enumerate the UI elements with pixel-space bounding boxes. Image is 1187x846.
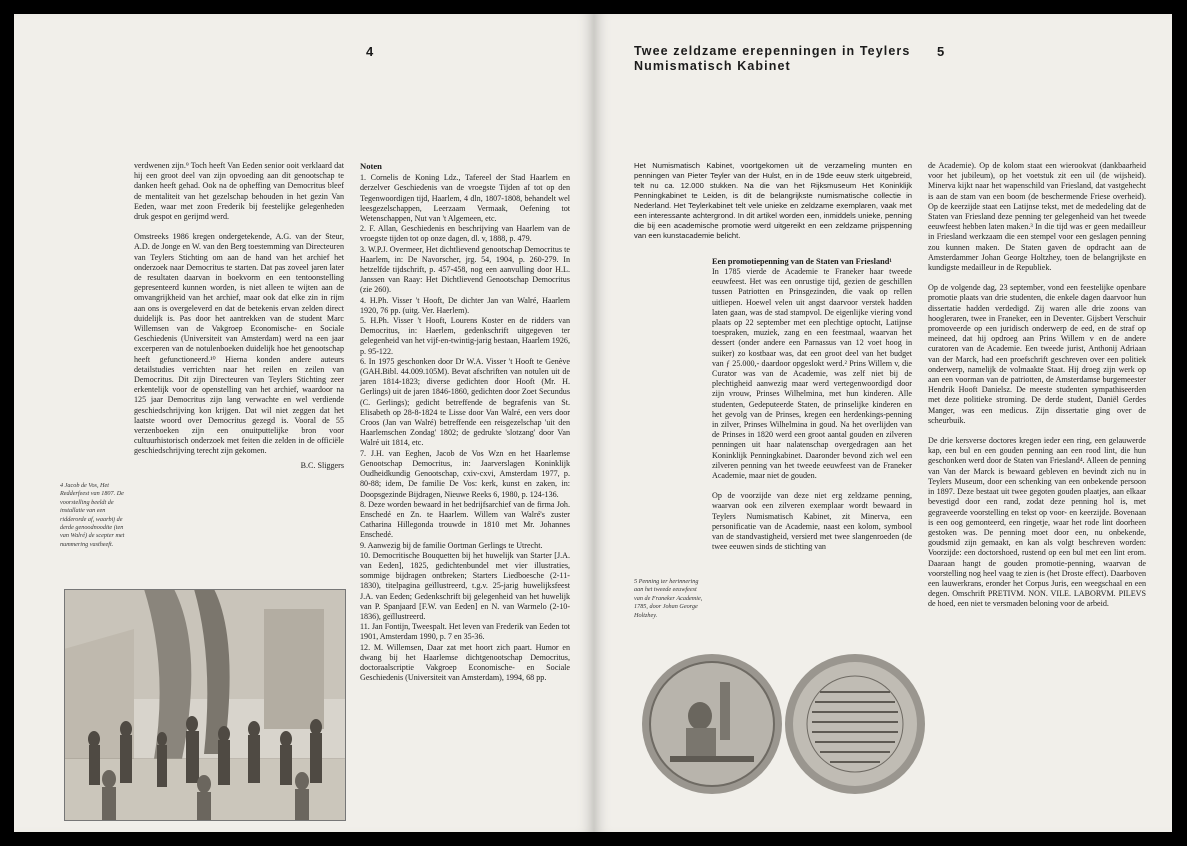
page-number-left: 4 — [366, 44, 374, 59]
note-item: 5. H.Ph. Visser 't Hooft, Lourens Koster en de ridders van Democritus, in: Haerlem, gedenkschrift uitgegeven ter gelegenheid van het vijf-en-twintig-jarig bestaan, Haarlem 1926, p. 95-122. — [360, 316, 570, 356]
note-item: 11. Jan Fontijn, Tweespalt. Het leven van Frederik van Eeden tot 1901, Amsterdam 1990, p. 7 en 35-36. — [360, 622, 570, 642]
note-item: 2. F. Allan, Geschiedenis en beschrijving van Haarlem van de vroegste tijden tot op onze dagen, dl. v, 1888, p. 479. — [360, 224, 570, 244]
page-number-right: 5 — [937, 44, 945, 59]
note-item: 4. H.Ph. Visser 't Hooft, De dichter Jan van Walré, Haarlem 1920, 76 pp. (uitg. Ver. Haerlem). — [360, 295, 570, 315]
note-item: 1. Cornelis de Koning Ldz., Tafereel der Stad Haarlem en derzelver Geschiedenis van de vroegste Tijden af tot op den Tegenwoordigen tijd, Haarlem, 4 dln, 1807-1808, behandelt wel leesgezelschappen, Leerzaam Vermaak, Oefening tot Wetenschappen, Nut van 't Algemeen, etc. — [360, 173, 570, 224]
note-item: 8. Deze worden bewaard in het bedrijfsarchief van de firma Joh. Enschedé en Zn. te Haarlem. Willem van Walré's zuster Catharina Hillegonda trouwde in 1810 met Mr. Johannes Enschedé. — [360, 499, 570, 540]
article-title-line-2: Numismatisch Kabinet — [634, 59, 791, 73]
section-paragraph: In 1785 vierde de Academie te Franeker haar tweede eeuwfeest. Het was een onrustige tijd, gezien de geschillen tussen Patriotten en Prinsgezinden, die vaak op rellen uitliepen. Hoewel velen uit angst daarvoor verstek hadden laten gaan, was de stad stampvol. De eigenlijke viering vond plaats op 22 september met een plechtige optocht, Latijnse toespraken, muziek, zang en een feestmaal, waarvan het dessert (onder andere een Parnassus van 12 voet hoog in suiker) zo kostbaar was, dat een groot deel van het budget van ƒ 25.000,- daardoor opgeslokt werd.² Prins Willem v, die Curator was van de Academie, was zelf niet bij de plechtigheid aanwezig maar werd vertegenwoordigd door zijn vrouw, Prinses Wilhelmina, met hun kinderen. Alle studenten, Gedeputeerde Staten, de prinselijke kinderen en het gevolg van de Prinses, kregen een herdenkings-penning in zilver, Prinses Wilhelmina in goud. Na het overlijden van de Prinses in 1820 werd een groot aantal gouden en zilveren penningen uit haar nalatenschap overgedragen aan het Koninklijk Penningkabinet. Daaronder bevond zich wel een zilveren penning van het tweede eeuwfeest van de Franeker Academie, maar niet de gouden. — [712, 267, 912, 481]
body-paragraph: Omstreeks 1986 kregen ondergetekende, A.G. van der Steur, A.D. de Jonge en W. van den Berg toestemming van Directeuren van Teylers Stichting om aan de hand van het archief het onderzoek naar Democritus te starten. Dat pas zoveel jaren later de resultaten daarvan in boekvorm en een tentoonstelling gepresenteerd kunnen worden, is niet alleen te wijten aan de omvangrijkheid van het archief, maar ook dat elke zin in rijm aan ons is overgeleverd en dat de betekenis ervan zelden direct duidelijk is. Pas door het aantrekken van de student Marc Willemsen van de Vakgroep Economische- en Sociale Geschiedenis (Universiteit van Amsterdam) werd na een jaar excerperen van de notulenboeken duidelijk hoe het genootschap heeft gefunctioneerd.¹⁰ Hierna konden andere auteurs detailstudies verrichten naar het reilen en zeilen van Democritus. Dit zijn Directeuren van Teylers Stichting zeer erkentelijk voor de openstelling van het archief, waardoor na 125 jaar Democritus zijn lang verwachte en wel verdiende geschiedschrijving kon krijgen. Dat wil niet zeggen dat het laatste woord over Democritus gezegd is. Vooral de 55 verzenboeken zijn een onuitputtelijke bron voor cultuurhistorisch onderzoek met feiten die zelden in de officiële geschiedschrijving terecht zijn gekomen. — [134, 232, 344, 456]
article-title-line-1: Twee zeldzame erepenningen in Teylers — [634, 44, 911, 58]
section-subheading: Een promotiepenning van de Staten van Friesland¹ — [712, 257, 892, 266]
right-text-column-1 — [712, 257, 912, 552]
article-intro: Het Numismatisch Kabinet, voortgekomen uit de verzameling munten en penningen van Pieter Teyler van der Hulst, en in de 19de eeuw sterk uitgebreid, telt nu ca. 12.000 stukken. Na die van het Rijksmuseum Het Koninklijk Penningkabinet te Leiden, is dit de belangrijkste numismatische collectie in Nederland. Het Teylerkabinet telt vele unieke en zeldzame exemplaren, vaak met een interessante achtergrond. In dit artikel worden een, inmiddels unieke, penning die bij een academische promotie werd uitgereikt en een zeldzame prijspenning van een kunstacademie belicht. — [634, 161, 912, 240]
medal-illustration — [640, 644, 930, 804]
note-item: 6. In 1975 geschonken door Dr W.A. Visser 't Hooft te Genève (GAH.Bibl. 44.009.105M). Bevat afschriften van notulen uit de jaren 1814-1823; diverse gedichten door Hooft (Mr. H. Gerlings) uit de jaren 1846-1860, gedichten door Zoet Secundus (C. Gerlings); gedicht betreffende de begrafenis van St. Elisabeth op 28-8-1824 te Lisse door Van Walré, een vers door Croos (Jan van Walré) betreffende een reisgezelschap 'uit den Haarlemschen Zondag' 1802; de gedrukte 'slotzang' door Van Walré uit 1814, etc. — [360, 356, 570, 448]
right-page — [594, 14, 1172, 832]
notes-column — [360, 161, 570, 683]
note-item: 9. Aanwezig bij de familie Oortman Gerlings te Utrecht. — [360, 540, 543, 550]
note-item: 10. Democritische Bouquetten bij het huwelijk van Starter [J.A. van Eeden], 1825, gedichtenbundel met vier illustraties, sommige bijdragen ontbreken; Starters Liedboesche (2-11-1830), titelpagina geïllustreerd, t.g.v. 25-jarig huwelijksfeest J.A. van Eeden; Gedenkschrift bij gelegenheid van het huwelijk van P. Spanjaard [F.W. van Eeden] en N. van Warmelo (2-10-1836), geïllustreerd. — [360, 550, 570, 621]
right-main-column — [634, 161, 912, 241]
right-text-column-2 — [928, 161, 1146, 610]
note-item: 3. W.P.J. Overmeer, Het dichtlievend genootschap Democritus te Haarlem, in: De Navorscher, jrg. 54, 1904, p. 260-279. In hetzelfde tijdschrift, p. 457-458, nog een aanvulling door H.L. Janssen van Raay: Het Dichtlievend Genootschap Democritus (zie 260). — [360, 244, 570, 295]
left-text-column — [134, 161, 344, 471]
paragraph-col2-3: De drie kersverse doctores kregen ieder een ring, een gelauwerde kap, een bul en een gouden penning aan een rood lint, die hun geschonken werd door de Staten van Friesland⁴. Alleen de penning van Van der Marck is bewaard gebleven en bevindt zich nu in Teylers Museum, door een schenking van een onbekende persoon in 1897. Deze bestaat uit twee gegoten gouden plaatjes, aan elkaar bevestigd door een rand, zodat deze penning hol is, met gegraveerde voorstelling en tekst op voor- en keerzijde. Bovenaan is een oog gemonteerd, een ringetje, waar het rode lint doorheen gestoken was. De penning moet door een, nu onbekende, goudsmid zijn gemaakt, en kan als volgt beschreven worden: Voorzijde: een doctorshoed, rustend op een bul met een lint erom. Daaraan hangt de gouden promotie-penning, waarvan de voorstelling nog heel vaag te zien is (het Droste effect). Daarboven een lauwerkrans, eronder het Corpus Juris, een weegschaal en een degen. Omschrift PRETIVM. NON. VILE. LABORVM. PILEVS de hoed, een niet te versmaden beloning voor de arbeid. — [928, 436, 1146, 609]
section-paragraph-2: Op de voorzijde van deze niet erg zeldzame penning, waarvan ook een zilveren exemplaar wordt bewaard in Teylers Numismatisch Kabinet, zit Minerva, een personificatie van de Academie, naast een kolom, symbool van de standvastigheid, versierd met twee slangenroeden (de twee eeuwen sinds de stichting van — [712, 491, 912, 552]
intro-paragraph: verdwenen zijn.⁹ Toch heeft Van Eeden senior ooit verklaard dat hij een groot deel van zijn opvoeding aan dit genootschap te danken heeft gehad. Ook na de opheffing van Democritus bleef de mentaliteit van het gezelschap behouden in het gezin Van Eeden, waar met zoon Frederik bij feestelijke gelegenheden druk gespot en gerijmd werd. — [134, 161, 344, 222]
notes-heading: Noten — [360, 161, 382, 171]
figure-caption-4: 4 Jacob de Vos, Het Redderfeest van 1807. De voorstelling beeldt de installatie van een ridderorde af, waarbij de derde genoodnoodite (ten van Walré) de scepter met nummering vastheeft. — [60, 482, 125, 548]
note-item: 7. J.H. van Eeghen, Jacob de Vos Wzn en het Haarlemse Genootschap Democritus, in: Jaarverslagen Koninklijk Oudheidkundig Genootschap, cxiv-cxvi, Amsterdam 1977, p. 80-88; idem, De familie De Vos: kerk, kunst en zaken, in: Doopsgezinde Bijdragen, Nieuwe Reeks 6, 1980, p. 124-136. — [360, 448, 570, 499]
author-signature: B.C. Sliggers — [300, 460, 344, 470]
paragraph-col2-1: de Academie). Op de kolom staat een wierookvat (dankbaarheid voor het jubileum), op het voetstuk zit een uil (de wijsheid). Minerva kijkt naar het wapenschild van Friesland, dat vastgehecht is aan de stam van een boom (de beschermende Friese overheid). Op de keerzijde staat een Latijnse tekst, met de mededeling dat de Staten van Friesland deze penning ter gelegenheid van het tweede eeuwfeest hebben laten maken.³ In die tijd was er geen medailleur in Friesland werkzaam die een stempel voor een geslagen penning zou kunnen maken. De Staten gaven de opdracht aan de Amsterdammer Johan George Holtzhey, toen de belangrijkste en kundigste medailleur in de Republiek. — [928, 161, 1146, 273]
article-title — [634, 44, 934, 74]
engraving-illustration — [64, 589, 346, 821]
left-page — [14, 14, 594, 832]
figure-caption-5: 5 Penning ter herinnering aan het tweede eeuwfeest van de Franeker Academie, 1785, door Johan George Holtzhey. — [634, 578, 703, 619]
note-item: 12. M. Willemsen, Daar zat met hoort zich paart. Humor en dwang bij het Haarlemse dichtgenootschap Democritus, doctoraalscriptie Vakgroep Economische- en Sociale Geschiedenis (Universiteit van Amsterdam), 1994, 68 pp. — [360, 642, 570, 683]
paragraph-col2-2: Op de volgende dag, 23 september, vond een feestelijke openbare promotie plaats van drie studenten, die enkele dagen daarvoor hun dissertatie hadden verdedigd. Zij waren alle drie zoons van hoogleraren, twee in Franeker, een in Deventer. Gijsbert Verschuir promoveerde op een juridisch onderwerp de eed, en de straf op meineed, dat hij opdroeg aan Prins Willem v en de andere curatoren van de Academie. Een tweede jurist, Anthonij Adriaan van der Marck, had een proefschrift geschreven over een politiek onderwerp, namelijk de volmaakte Staat. Hij droeg zijn werk op aan een voorman van de patriotten, de Amsterdamse burgemeester Hendrik Hooft Danielsz. De meeste studenten sympathiseerden met deze politieke stroming. De derde student, Daniël Gerdes Manger, was een medicus. Zijn dissertatie ging over de scheurbuik. — [928, 283, 1146, 425]
